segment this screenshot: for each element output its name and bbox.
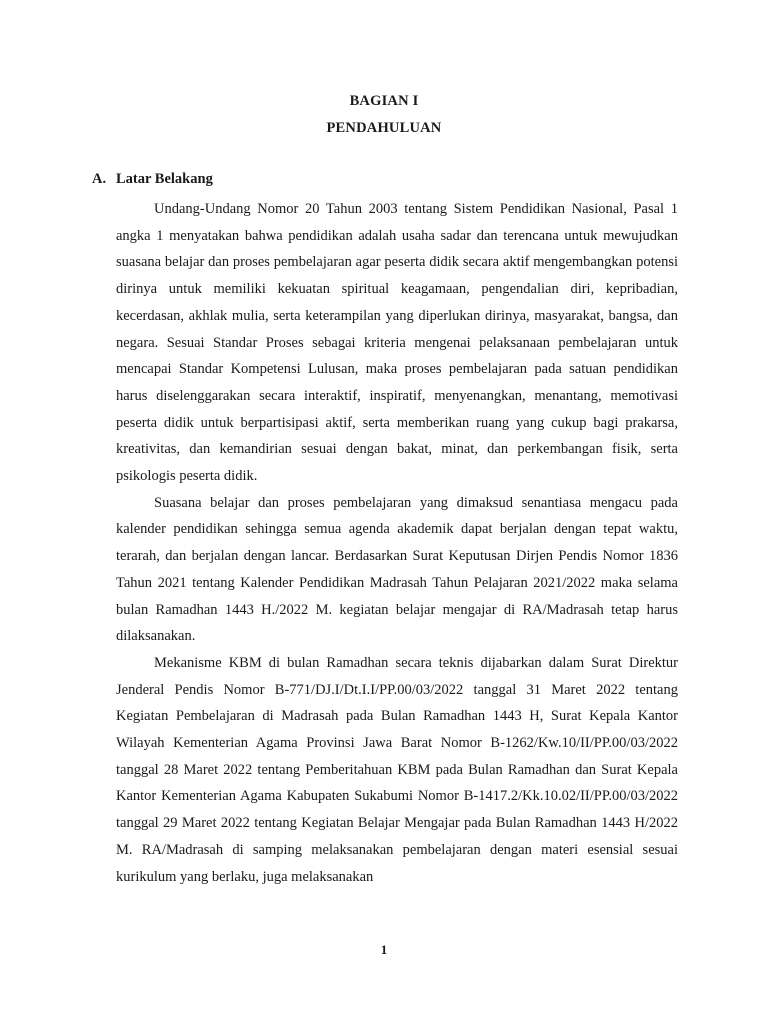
body-text <box>116 196 678 890</box>
page-number: 1 <box>380 942 388 957</box>
section-number: A. <box>92 171 107 187</box>
paragraph-3: Mekanisme KBM di bulan Ramadhan secara teknis dijabarkan dalam Surat Direktur Jenderal Pendis Nomor B-771/DJ.I/Dt.I.I/PP.00/03/2022 tanggal 31 Maret 2022 tentang Kegiatan Pembelajaran di Madrasah pada Bulan Ramadhan 1443 H, Surat Kepala Kantor Wilayah Kementerian Agama Provinsi Jawa Barat Nomor B-1262/Kw.10/II/PP.00/03/2022 tanggal 28 Maret 2022 tentang Pemberitahuan KBM pada Bulan Ramadhan dan Surat Kepala Kantor Kementerian Agama Kabupaten Sukabumi Nomor B-1417.2/Kk.10.02/II/PP.00/03/2022 tanggal 29 Maret 2022 tentang Kegiatan Belajar Mengajar pada Bulan Ramadhan 1443 H/2022 M. RA/Madrasah di samping melaksanakan pembelajaran dengan materi esensial sesuai kurikulum yang berlaku, juga melaksanakan <box>116 654 678 885</box>
paragraph-2: Suasana belajar dan proses pembelajaran yang dimaksud senantiasa mengacu pada kalender pendidikan sehingga semua agenda akademik dapat berjalan dengan tepat waktu, terarah, dan berjalan dengan lancar. Berdasarkan Surat Keputusan Dirjen Pendis Nomor 1836 Tahun 2021 tentang Kalender Pendidikan Madrasah Tahun Pelajaran 2021/2022 maka selama bulan Ramadhan 1443 H./2022 M. kegiatan belajar mengajar di RA/Madrasah tetap harus dilaksanakan. <box>116 494 678 645</box>
part-title: BAGIAN I <box>349 93 419 109</box>
paragraph-1: Undang-Undang Nomor 20 Tahun 2003 tentang Sistem Pendidikan Nasional, Pasal 1 angka 1 menyatakan bahwa pendidikan adalah usaha sadar dan terencana untuk mewujudkan suasana belajar dan proses pembelajaran agar peserta didik secara aktif mengembangkan potensi dirinya untuk memiliki kekuatan spiritual keagamaan, pengendalian diri, kepribadian, kecerdasan, akhlak mulia, serta keterampilan yang diperlukan dirinya, masyarakat, bangsa, dan negara. Sesuai Standar Proses sebagai kriteria mengenai pelaksanaan pembelajaran untuk mencapai Standar Kompetensi Lulusan, maka proses pembelajaran pada satuan pendidikan harus diselenggarakan secara interaktif, inspiratif, menyenangkan, menantang, memotivasi peserta didik untuk berpartisipasi aktif, serta memberikan ruang yang cukup bagi prakarsa, kreativitas, dan kemandirian sesuai dengan bakat, minat, dan perkembangan fisik, serta psikologis peserta didik. <box>116 201 678 485</box>
section-title: Latar Belakang <box>116 171 213 187</box>
section-heading <box>92 171 213 188</box>
chapter-title: PENDAHULUAN <box>326 120 442 136</box>
